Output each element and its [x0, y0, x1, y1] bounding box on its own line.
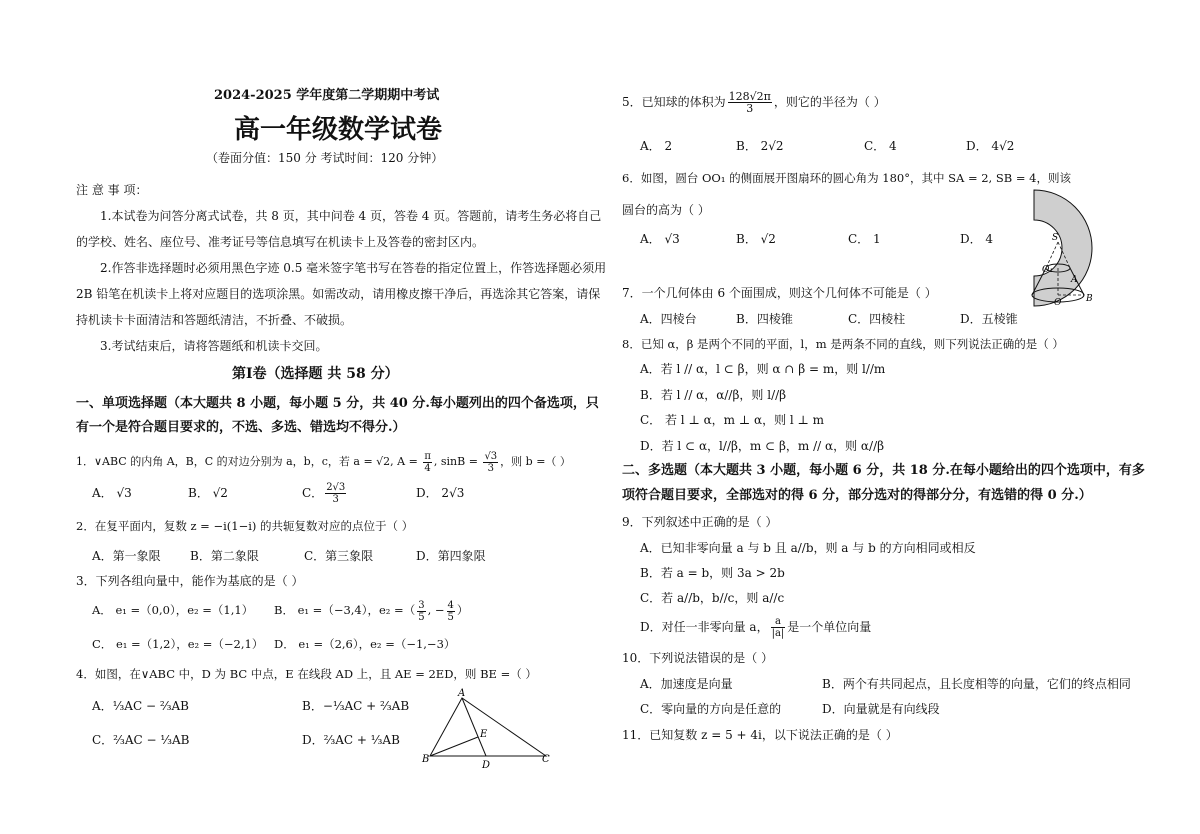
q7-option-d: D．五棱锥 — [960, 312, 1018, 326]
q1-frac — [423, 451, 432, 474]
frac-num: 4 — [447, 599, 454, 611]
q10-option-c: C．零向量的方向是任意的 — [640, 702, 782, 716]
frac-den: 5 — [418, 611, 425, 623]
section2-line2: 项符合题目要求，全部选对的得 6 分，部分选对的得部分分，有选错的得 0 分.） — [622, 488, 1092, 503]
q10-option-d: D．向量就是有向线段 — [822, 702, 940, 716]
q7-option-a: A．四棱台 — [640, 312, 697, 326]
q4-triangle-figure — [418, 690, 558, 770]
frac-den: 3 — [746, 102, 754, 115]
label-e: E — [480, 729, 488, 740]
q6-option-b: B． √2 — [736, 232, 776, 246]
segment-be — [430, 737, 478, 756]
q3-opt-b-part: B． e₁ =（−3,4），e₂ =（ — [274, 603, 416, 617]
section1-line2: 有一个是符合题目要求的，不选、多选、错选均不得分.） — [76, 420, 406, 435]
frac-den: 5 — [447, 611, 454, 623]
q7-stem: 7．一个几何体由 6 个面围成，则这个几何体不可能是（ ） — [622, 286, 937, 300]
q6-frustum-figure — [1020, 180, 1120, 306]
q6-option-d: D． 4 — [960, 232, 994, 246]
q6-stem-line2: 圆台的高为（ ） — [622, 203, 710, 217]
notes-line: 2.作答非选择题时必须用黑色字迹 0.5 毫米签字笔书写在答卷的指定位置上，作答选择题必须用 — [100, 261, 607, 275]
notes-line: 1.本试卷为问答分离式试卷，共 8 页，其中问卷 4 页，答卷 4 页。答题前，请考生务必将自己 — [100, 209, 602, 223]
q9-option-d — [640, 612, 871, 642]
q9-opt-d-part: D．对任一非零向量 a， — [640, 620, 769, 634]
q3-option-c: C． e₁ =（1,2），e₂ =（−2,1） — [92, 637, 264, 651]
label-d: D — [482, 760, 491, 771]
option-label: C． — [302, 486, 324, 500]
q2-option-d: D．第四象限 — [416, 549, 486, 563]
label-c: C — [542, 754, 550, 765]
q6-option-a: A． √3 — [640, 232, 680, 246]
frac-den: |a| — [771, 628, 785, 639]
q1-option-b: B． √2 — [188, 486, 228, 500]
q5-frac — [728, 91, 772, 114]
q1-option-c — [302, 478, 348, 508]
q5-option-d: D． 4√2 — [966, 139, 1015, 153]
q3-option-d: D． e₁ =（2,6），e₂ =（−1,−3） — [274, 637, 456, 651]
q6-option-c: C． 1 — [848, 232, 881, 246]
frac-num: 2√3 — [326, 482, 346, 493]
q3-opt-b-part: , − — [427, 603, 445, 617]
section1-line1: 一、单项选择题（本大题共 8 小题，每小题 5 分，共 40 分.每小题列出的四个备选项，只 — [76, 396, 599, 411]
q2-option-c: C．第三象限 — [304, 549, 374, 563]
exam-meta: （卷面分值：150 分 考试时间：120 分钟） — [206, 151, 444, 165]
q1-stem-part: 1．∨ABC 的内角 A，B，C 的对边分别为 a，b，c，若 a = √2, A = — [76, 455, 422, 468]
q8-option-a: A．若 l // α，l ⊂ β，则 α ∩ β = m，则 l//m — [640, 362, 886, 376]
frac-den: 3 — [332, 494, 339, 505]
q3-option-b — [274, 595, 468, 625]
q2-option-a: A．第一象限 — [92, 549, 161, 563]
q7-option-c: C．四棱柱 — [848, 312, 906, 326]
frac-num: √3 — [484, 450, 498, 462]
frac-den: 4 — [424, 462, 431, 474]
label-b: B — [1086, 294, 1093, 304]
q3-opt-b-part: ） — [456, 603, 469, 617]
q9-stem: 9．下列叙述中正确的是（ ） — [622, 515, 778, 529]
q9-option-b: B．若 a = b，则 3a > 2b — [640, 566, 785, 580]
notes-line: 2B 铅笔在机读卡上将对应题目的选项涂黑。如需改动，请用橡皮擦干净后，再选涂其它答案，请保 — [76, 287, 601, 301]
q4-option-b: B．−⅓AC + ⅔AB — [302, 699, 410, 713]
q8-option-d: D．若 l ⊂ α，l//β，m ⊂ β，m // α，则 α//β — [640, 439, 885, 453]
q1-stem — [76, 448, 571, 476]
q9-option-c: C．若 a//b，b//c，则 a//c — [640, 591, 785, 605]
q5-stem — [622, 86, 886, 118]
q1-opt-c-frac — [325, 482, 346, 505]
exam-title: 高一年级数学试卷 — [234, 115, 443, 145]
q4-option-c: C．⅔AC − ⅓AB — [92, 733, 190, 747]
q7-option-b: B．四棱锥 — [736, 312, 793, 326]
exam-year-line: 2024-2025 学年度第二学期期中考试 — [214, 88, 440, 103]
q4-stem: 4．如图，在∨ABC 中，D 为 BC 中点，E 在线段 AD 上，且 AE = 2ED，则 BE =（ ） — [76, 667, 537, 681]
q9-opt-d-frac — [771, 616, 786, 639]
frac-num: 128√2π — [728, 90, 771, 103]
q3-stem: 3．下列各组向量中，能作为基底的是（ ） — [76, 574, 304, 588]
notes-line: 的学校、姓名、座位号、准考证号等信息填写在机读卡上及答卷的密封区内。 — [76, 235, 485, 249]
label-s: S — [1052, 233, 1059, 243]
q3-frac2 — [447, 600, 455, 623]
q1-frac2 — [483, 451, 498, 474]
section2-line1: 二、多选题（本大题共 3 小题，每小题 6 分，共 18 分.在每小题给出的四个选项中，有多 — [622, 463, 1145, 478]
frac-num: 3 — [418, 599, 425, 611]
q9-opt-d-part: 是一个单位向量 — [787, 620, 872, 634]
notes-line: 3.考试结束后，请将答题纸和机读卡交回。 — [100, 339, 328, 353]
q2-stem: 2．在复平面内，复数 z = −i(1−i) 的共轭复数对应的点位于（ ） — [76, 519, 414, 533]
q6-stem-line1: 6．如图，圆台 OO₁ 的侧面展开图扇环的圆心角为 180°，其中 SA = 2, SB = 4，则该 — [622, 171, 1071, 185]
q10-stem: 10．下列说法错误的是（ ） — [622, 651, 774, 665]
q1-option-a: A． √3 — [92, 486, 132, 500]
q5-stem-part: ，则它的半径为（ ） — [773, 95, 886, 109]
notes-heading: 注 意 事 项： — [76, 183, 148, 197]
label-a: A — [1071, 275, 1078, 285]
notes-line: 持机读卡卡面清洁和答题纸清洁，不折叠、不破损。 — [76, 313, 353, 327]
frac-num: π — [424, 450, 431, 462]
q4-option-d: D．⅔AC + ⅓AB — [302, 733, 400, 747]
q1-stem-part: ，则 b =（ ） — [500, 455, 571, 468]
q1-option-d: D． 2√3 — [416, 486, 465, 500]
frac-num: a — [771, 616, 786, 628]
q3-option-a: A． e₁ =（0,0），e₂ =（1,1） — [92, 603, 254, 617]
q11-stem: 11．已知复数 z = 5 + 4i，以下说法正确的是（ ） — [622, 728, 898, 742]
part1-title: 第Ⅰ卷（选择题 共 58 分） — [232, 366, 399, 382]
q8-stem: 8．已知 α，β 是两个不同的平面，l，m 是两条不同的直线，则下列说法正确的是（ ） — [622, 337, 1064, 351]
label-o: O — [1054, 298, 1062, 308]
q8-option-b: B．若 l // α，α//β，则 l//β — [640, 388, 787, 402]
triangle-abc — [430, 698, 546, 756]
q5-stem-part: 5．已知球的体积为 — [622, 95, 726, 109]
label-b: B — [422, 754, 430, 765]
q1-stem-part: , sinB = — [433, 455, 482, 468]
q10-option-a: A．加速度是向量 — [640, 677, 733, 691]
label-o1: O₁ — [1042, 265, 1053, 275]
q5-option-a: A． 2 — [640, 139, 673, 153]
label-a: A — [458, 688, 466, 699]
q2-option-b: B．第二象限 — [190, 549, 259, 563]
frac-den: 3 — [487, 462, 494, 474]
q5-option-b: B． 2√2 — [736, 139, 784, 153]
q8-option-c: C． 若 l ⊥ α，m ⊥ α，则 l ⊥ m — [640, 413, 825, 427]
q5-option-c: C． 4 — [864, 139, 897, 153]
q4-option-a: A．⅓AC − ⅔AB — [92, 699, 189, 713]
q10-option-b: B．两个有共同起点，且长度相等的向量，它们的终点相同 — [822, 677, 1131, 691]
q3-frac1 — [417, 600, 425, 623]
q9-option-a: A．已知非零向量 a 与 b 且 a//b，则 a 与 b 的方向相同或相反 — [640, 541, 976, 555]
